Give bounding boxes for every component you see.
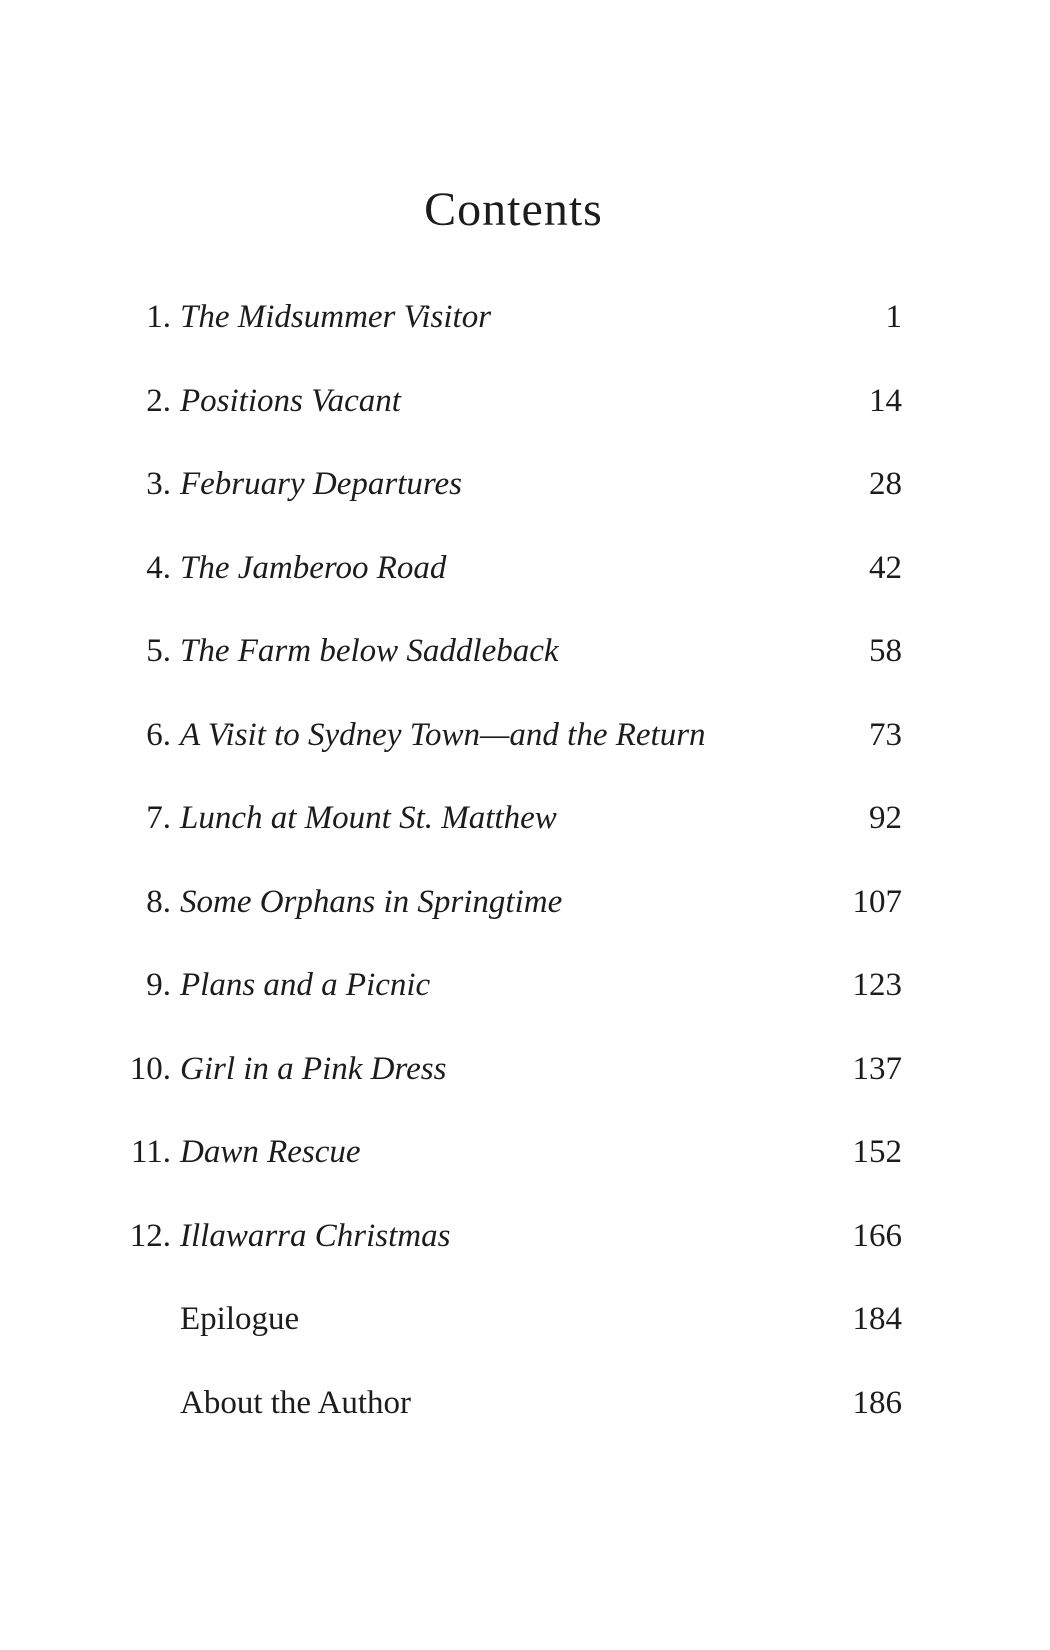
page-number: 186 bbox=[852, 1384, 902, 1421]
toc-entry bbox=[125, 276, 902, 360]
toc-entry bbox=[125, 694, 902, 778]
chapter-number: 5. bbox=[146, 633, 171, 670]
chapter-title: Lunch at Mount St. Matthew bbox=[180, 800, 557, 837]
toc-entry bbox=[125, 610, 902, 694]
toc-entry bbox=[125, 861, 902, 945]
chapter-number: 11. bbox=[130, 1134, 171, 1171]
page-number: 42 bbox=[869, 549, 902, 586]
chapter-number: 6. bbox=[146, 716, 171, 753]
chapter-title: A Visit to Sydney Town—and the Return bbox=[180, 716, 706, 753]
toc-entry bbox=[125, 1362, 902, 1446]
chapter-number: 8. bbox=[146, 883, 171, 920]
chapter-title: About the Author bbox=[180, 1384, 411, 1421]
page-number: 92 bbox=[869, 800, 902, 837]
chapter-title: February Departures bbox=[180, 466, 462, 503]
chapter-title: Some Orphans in Springtime bbox=[180, 883, 563, 920]
page-number: 107 bbox=[852, 883, 902, 920]
chapter-title: Plans and a Picnic bbox=[180, 967, 431, 1004]
toc-entry bbox=[125, 1111, 902, 1195]
page-number: 152 bbox=[852, 1134, 902, 1171]
chapter-title: Dawn Rescue bbox=[180, 1134, 361, 1171]
chapter-title: Illawarra Christmas bbox=[180, 1217, 451, 1254]
chapter-title: Positions Vacant bbox=[180, 382, 401, 419]
chapter-number: 2. bbox=[146, 382, 171, 419]
chapter-title: Girl in a Pink Dress bbox=[180, 1050, 447, 1087]
page-number: 137 bbox=[852, 1050, 902, 1087]
chapter-title: The Farm below Saddleback bbox=[180, 633, 559, 670]
page-number: 28 bbox=[869, 466, 902, 503]
page-number: 166 bbox=[852, 1217, 902, 1254]
chapter-number: 10. bbox=[129, 1050, 171, 1087]
toc-entry bbox=[125, 1195, 902, 1279]
chapter-number: 3. bbox=[146, 466, 171, 503]
page-number: 14 bbox=[869, 382, 902, 419]
chapter-number: 9. bbox=[146, 967, 171, 1004]
chapter-number: 4. bbox=[146, 549, 171, 586]
chapter-title: Epilogue bbox=[180, 1301, 300, 1338]
page-number: 73 bbox=[869, 716, 902, 753]
page-title: Contents bbox=[424, 183, 603, 236]
chapter-title: The Midsummer Visitor bbox=[180, 299, 492, 336]
page-number: 123 bbox=[852, 967, 902, 1004]
toc-entry bbox=[125, 360, 902, 444]
toc-entry bbox=[125, 1278, 902, 1362]
chapter-number: 12. bbox=[129, 1217, 171, 1254]
page-number: 184 bbox=[852, 1301, 902, 1338]
table-of-contents bbox=[125, 276, 902, 1445]
toc-entry bbox=[125, 777, 902, 861]
toc-entry bbox=[125, 527, 902, 611]
toc-entry bbox=[125, 443, 902, 527]
page-number: 1 bbox=[885, 299, 902, 336]
chapter-title: The Jamberoo Road bbox=[180, 549, 447, 586]
page-number: 58 bbox=[869, 633, 902, 670]
toc-entry bbox=[125, 1028, 902, 1112]
chapter-number: 7. bbox=[146, 800, 171, 837]
toc-entry bbox=[125, 944, 902, 1028]
chapter-number: 1. bbox=[146, 299, 171, 336]
